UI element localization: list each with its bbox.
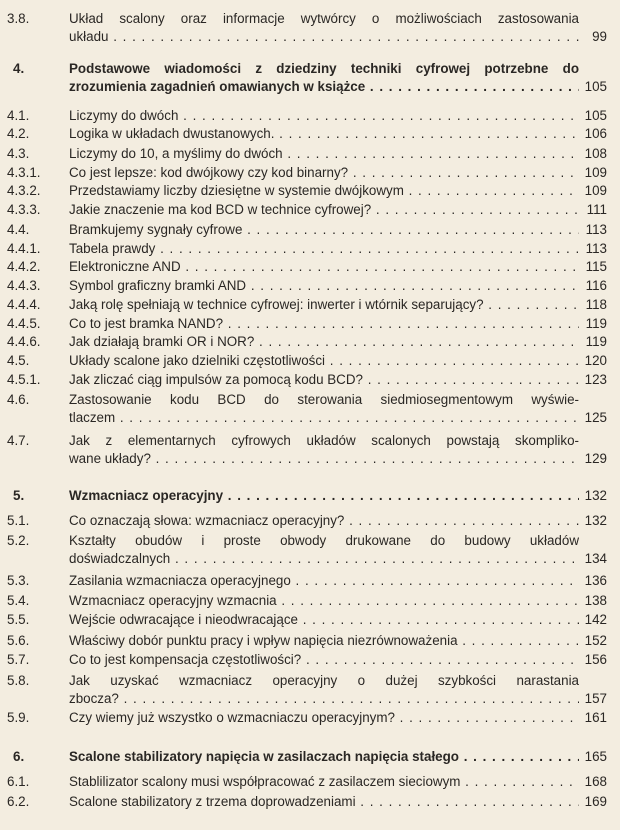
section-title xyxy=(69,592,579,610)
section-title xyxy=(69,277,579,295)
title-line: Bramkujemy sygnały cyfrowe . . . xyxy=(69,221,579,239)
section-title xyxy=(69,709,579,727)
page-number: 152 xyxy=(581,632,607,650)
section-number: 3.8. xyxy=(7,11,30,26)
title-line: Scalone stabilizatory napięcia w zasilaczach napięcia stałego . . . xyxy=(69,748,579,766)
section-number: 5.7. xyxy=(7,652,30,667)
section-number: 5.2. xyxy=(7,533,30,548)
title-line: Jak działają bramki OR i NOR? . . . xyxy=(69,333,579,351)
section-title xyxy=(69,532,579,568)
page-number: 118 xyxy=(582,296,607,314)
title-line: Wejście odwracające i nieodwracające . . . xyxy=(69,611,579,629)
title-line: Tabela prawdy . . . xyxy=(69,240,579,258)
section-title xyxy=(69,672,579,708)
section-title xyxy=(69,748,579,766)
section-title xyxy=(69,572,579,590)
section-number: 5.5. xyxy=(7,612,30,627)
section-title xyxy=(69,296,579,314)
title-line: tlaczem . . . xyxy=(69,409,579,427)
section-title xyxy=(69,391,579,427)
title-line: Logika w układach dwustanowych. . . . xyxy=(69,125,579,143)
section-number: 4.7. xyxy=(7,433,30,448)
title-line: Jaką rolę spełniają w technice cyfrowej: inwerter i wtórnik separujący? . . . xyxy=(69,296,579,314)
section-title xyxy=(69,315,579,333)
title-line: Wzmacniacz operacyjny wzmacnia . . . xyxy=(69,592,579,610)
section-number: 5.4. xyxy=(7,593,30,608)
page-number: 138 xyxy=(581,592,607,610)
section-number: 4.4. xyxy=(7,222,30,237)
title-line: Co jest lepsze: kod dwójkowy czy kod binarny? . . . xyxy=(69,164,579,182)
section-title xyxy=(69,432,579,468)
section-number: 5.6. xyxy=(7,633,30,648)
title-line: Elektroniczne AND . . . xyxy=(69,258,579,276)
page-number: 132 xyxy=(581,487,607,505)
section-title xyxy=(69,182,579,200)
section-number: 4.4.6. xyxy=(7,334,41,349)
section-number: 4.3.3. xyxy=(7,202,41,217)
section-title xyxy=(69,221,579,239)
section-number: 4.6. xyxy=(7,392,30,407)
page-number: 157 xyxy=(581,690,607,708)
section-title xyxy=(69,611,579,629)
title-line: zbocza? . . . xyxy=(69,690,579,708)
section-number: 5.1. xyxy=(7,513,30,528)
title-line: Liczymy do 10, a myślimy do dwóch . . . xyxy=(69,145,579,163)
section-title xyxy=(69,258,579,276)
page-number: 105 xyxy=(581,78,607,96)
section-title xyxy=(69,632,579,650)
title-line: Co to jest kompensacja częstotliwości? . . . xyxy=(69,651,579,669)
page-number: 120 xyxy=(581,352,607,370)
section-title xyxy=(69,793,579,811)
title-line: Podstawowe wiadomości z dziedziny techniki cyfrowej potrzebne do xyxy=(69,61,579,76)
section-number: 5.8. xyxy=(7,673,30,688)
section-number: 4.1. xyxy=(7,108,30,123)
section-number: 5.3. xyxy=(7,573,30,588)
page-number: 109 xyxy=(581,182,607,200)
section-number: 4.4.1. xyxy=(7,241,41,256)
section-number: 4.3.2. xyxy=(7,183,41,198)
section-number: 4.2. xyxy=(7,126,30,141)
title-line: Co oznaczają słowa: wzmacniacz operacyjny? . . . xyxy=(69,512,579,530)
page-number: 134 xyxy=(581,550,607,568)
page-number: 161 xyxy=(581,709,607,727)
title-line: Jak zliczać ciąg impulsów za pomocą kodu BCD? . . . xyxy=(69,371,579,389)
section-number: 5. xyxy=(13,488,25,503)
page-number: 108 xyxy=(581,145,607,163)
page-number: 156 xyxy=(581,651,607,669)
section-title xyxy=(69,240,579,258)
page-number: 142 xyxy=(581,611,607,629)
section-number: 4.4.5. xyxy=(7,316,41,331)
section-title xyxy=(69,512,579,530)
title-line: zrozumienia zagadnień omawianych w książce . . . xyxy=(69,78,579,96)
section-number: 4.4.4. xyxy=(7,297,41,312)
title-line: Kształty obudów i proste obwody drukowane do budowy układów xyxy=(69,533,579,548)
section-title xyxy=(69,352,579,370)
title-line: Co to jest bramka NAND? . . . xyxy=(69,315,579,333)
section-number: 4.3.1. xyxy=(7,165,41,180)
section-title xyxy=(69,10,579,46)
section-title xyxy=(69,651,579,669)
page-number: 136 xyxy=(581,572,607,590)
page-number: 169 xyxy=(581,793,607,811)
section-title xyxy=(69,107,579,125)
page-number: 119 xyxy=(582,333,607,351)
page-number: 113 xyxy=(582,221,607,239)
page-number: 105 xyxy=(581,107,607,125)
page-number: 125 xyxy=(581,409,607,427)
section-title xyxy=(69,125,579,143)
section-title xyxy=(69,487,579,505)
title-line: Jak z elementarnych cyfrowych układów scalonych powstają skomplikо- xyxy=(69,433,579,448)
title-line: Symbol graficzny bramki AND . . . xyxy=(69,277,579,295)
page-number: 106 xyxy=(581,125,607,143)
section-title xyxy=(69,333,579,351)
title-line: Układ scalony oraz informacje wytwórcy o możliwościach zastosowania xyxy=(69,11,579,26)
page-number: 111 xyxy=(583,201,607,219)
section-title xyxy=(69,371,579,389)
section-title xyxy=(69,164,579,182)
page-number: 123 xyxy=(581,371,607,389)
section-number: 4.3. xyxy=(7,146,30,161)
title-line: Wzmacniacz operacyjny . . . xyxy=(69,487,579,505)
title-line: Przedstawiamy liczby dziesiętne w systemie dwójkowym . . . xyxy=(69,182,579,200)
section-title xyxy=(69,773,579,791)
section-number: 6.2. xyxy=(7,794,30,809)
title-line: Właściwy dobór punktu pracy i wpływ napięcia niezrównoważenia . . . xyxy=(69,632,579,650)
title-line: Układy scalone jako dzielniki częstotliwości . . . xyxy=(69,352,579,370)
page-number: 168 xyxy=(581,773,607,791)
section-number: 4.5. xyxy=(7,353,30,368)
title-line: Liczymy do dwóch . . . xyxy=(69,107,579,125)
title-line: Stablilizator scalony musi współpracować z zasilaczem sieciowym . . . xyxy=(69,773,579,791)
page-number: 129 xyxy=(581,450,607,468)
section-title xyxy=(69,145,579,163)
page-number: 116 xyxy=(582,277,607,295)
section-number: 4.4.3. xyxy=(7,278,41,293)
page-number: 132 xyxy=(581,512,607,530)
page-number: 113 xyxy=(582,240,607,258)
section-number: 5.9. xyxy=(7,710,30,725)
section-number: 6.1. xyxy=(7,774,30,789)
section-number: 4.4.2. xyxy=(7,259,41,274)
title-line: Jakie znaczenie ma kod BCD w technice cyfrowej? . . . xyxy=(69,201,579,219)
title-line: Zastosowanie kodu BCD do sterowania siedmiosegmentowym wyświe- xyxy=(69,392,579,407)
section-number: 6. xyxy=(13,749,25,764)
title-line: Scalone stabilizatory z trzema doprowadzeniami . . . xyxy=(69,793,579,811)
title-line: wane układy? . . . xyxy=(69,450,579,468)
section-number: 4. xyxy=(13,61,25,76)
page-number: 115 xyxy=(582,258,607,276)
title-line: układu . . . xyxy=(69,28,579,46)
section-title xyxy=(69,60,579,96)
title-line: Jak uzyskać wzmacniacz operacyjny o dużej szybkości narastania xyxy=(69,673,579,688)
title-line: Zasilania wzmacniacza operacyjnego . . . xyxy=(69,572,579,590)
page-number: 109 xyxy=(581,164,607,182)
page-number: 119 xyxy=(582,315,607,333)
title-line: Czy wiemy już wszystko o wzmacniaczu operacyjnym? . . . xyxy=(69,709,579,727)
section-number: 4.5.1. xyxy=(7,372,41,387)
page-number: 165 xyxy=(581,748,607,766)
page-number: 99 xyxy=(588,28,607,46)
section-title xyxy=(69,201,579,219)
title-line: doświadczalnych . . . xyxy=(69,550,579,568)
